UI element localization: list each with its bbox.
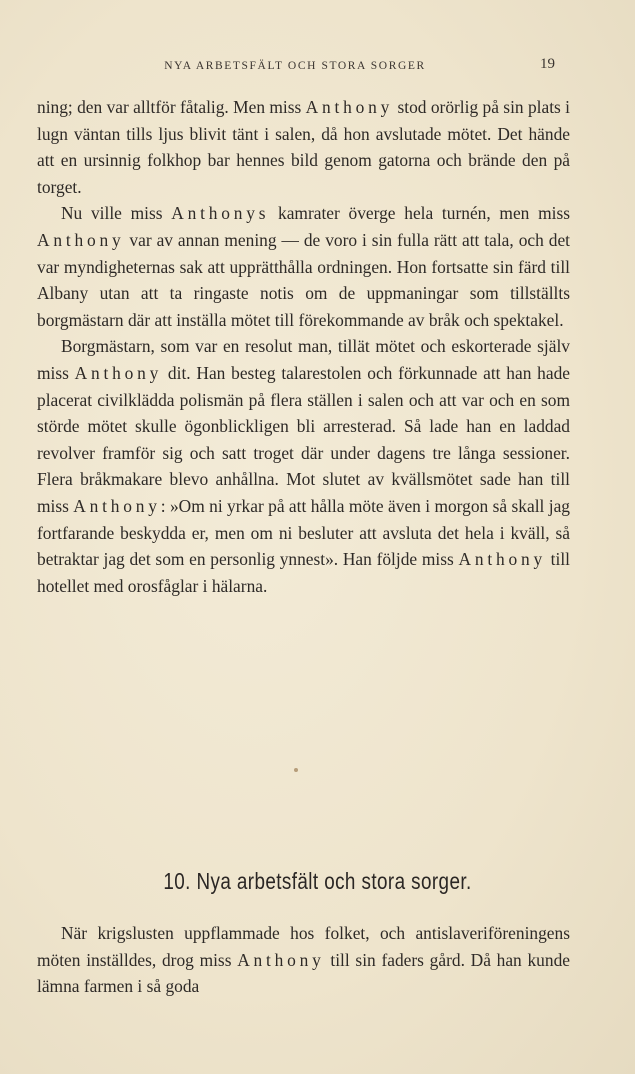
emphasized-name: Anthony: [37, 229, 125, 250]
chapter-heading: 10. Nya arbetsfält och stora sorger.: [163, 868, 472, 894]
emphasized-name: Anthony: [73, 495, 161, 516]
chapter-body-text: [37, 920, 570, 1000]
text-span: stod orörlig på sin plats i lugn väntan tills ljus blivit tänt i salen, då hon avslutade mötet. Det hände att en ursinnig folkhop bar hennes bild genom gatorna och brände den på torget.: [37, 97, 570, 197]
running-head: NYA ARBETSFÄLT OCH STORA SORGER: [164, 60, 426, 72]
text-span: dit. Han besteg talarestolen och förkunnade att han hade placerat civilklädda polismän på flera ställen i salen och att var och en som störde mötet skulle ögonblickligen bli arresterad. Så lade han en laddad revolver framför sig och satt troget där under dagens tre långa sessioner. Flera bråkmakare blevo anhållna. Mot slutet av kvällsmötet sade han till miss: [37, 362, 570, 516]
paragraph: [37, 920, 570, 1000]
text-span: : »Om ni yrkar på att hålla möte även i morgon så skall jag fortfarande beskydda er, men om ni besluter att avsluta det hela i kväll, så betraktar jag det som en personlig ynnest». Han följde miss: [37, 495, 570, 570]
emphasized-name: Anthony: [305, 97, 394, 117]
emphasized-name: Anthony: [74, 362, 163, 383]
paragraph: [37, 333, 570, 599]
emphasized-name: Anthony: [237, 949, 325, 970]
text-span: kamrater överge hela turnén, men miss: [269, 203, 570, 224]
paragraph: [37, 200, 570, 333]
text-span: till sin faders gård. Då han kunde lämna farmen i så goda: [37, 949, 570, 997]
ornament-dot: [294, 768, 298, 772]
text-span: Borgmästarn, som var en resolut man, tillät mötet och eskorterade själv miss: [37, 336, 570, 383]
text-span: Nu ville miss: [61, 203, 172, 224]
text-span: ning; den var alltför fåtalig. Men miss: [37, 97, 306, 117]
page-number: 19: [540, 56, 555, 72]
emphasized-name: Anthonys: [171, 203, 270, 224]
text-span: var av annan mening — de voro i sin fulla rätt att tala, och det var myndigheternas sak att upprätthålla ordningen. Hon fortsatte sin färd till Albany utan att ta ringaste notis om de uppmaningar som tillställts borgmästarn där att inställa mötet till förekommande av bråk och spektakel.: [37, 229, 570, 330]
paragraph: [37, 94, 570, 200]
text-span: När krigslusten uppflammade hos folket, och antislaveriföreningens möten inställdes, drog miss: [37, 923, 570, 970]
text-span: till hotellet med orosfåglar i hälarna.: [37, 549, 570, 596]
body-text: [37, 94, 570, 599]
emphasized-name: Anthony: [458, 549, 546, 570]
